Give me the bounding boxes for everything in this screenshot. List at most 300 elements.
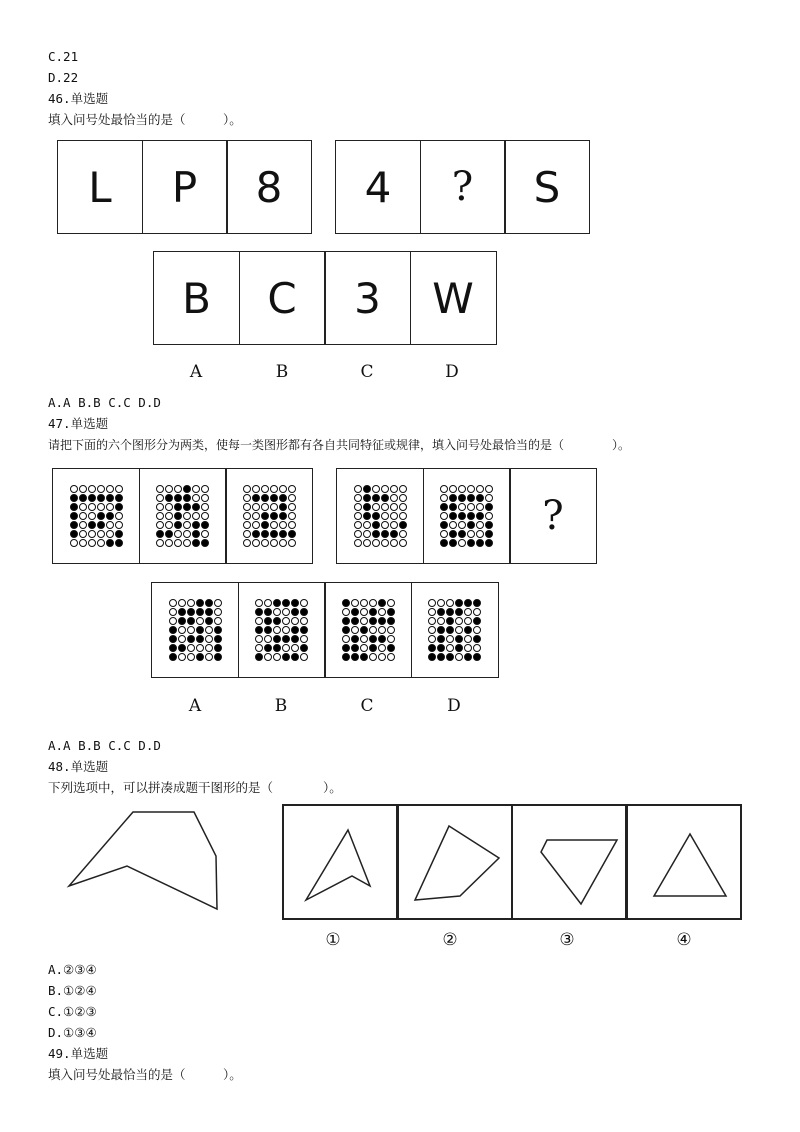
filled-dot bbox=[97, 512, 105, 520]
filled-dot bbox=[196, 608, 204, 616]
empty-dot bbox=[97, 539, 105, 547]
dot-grid bbox=[428, 599, 482, 662]
empty-dot bbox=[115, 512, 123, 520]
empty-dot bbox=[473, 644, 481, 652]
q48-stem-shape bbox=[60, 808, 230, 918]
empty-dot bbox=[88, 530, 96, 538]
filled-dot bbox=[291, 608, 299, 616]
empty-dot bbox=[201, 494, 209, 502]
empty-dot bbox=[264, 635, 272, 643]
filled-dot bbox=[178, 644, 186, 652]
empty-dot bbox=[165, 512, 173, 520]
empty-dot bbox=[165, 503, 173, 511]
empty-dot bbox=[174, 485, 182, 493]
empty-dot bbox=[273, 626, 281, 634]
q48-prompt: 下列选项中，可以拼凑成题干图形的是（ ）。 bbox=[48, 780, 342, 795]
empty-dot bbox=[169, 599, 177, 607]
empty-dot bbox=[282, 617, 290, 625]
q46-stem-cell-2: P bbox=[142, 140, 228, 234]
filled-dot bbox=[282, 599, 290, 607]
empty-dot bbox=[360, 635, 368, 643]
filled-dot bbox=[485, 539, 493, 547]
q47-answer-options: A.A B.B C.C D.D bbox=[48, 738, 161, 753]
q47-stem-cell-3 bbox=[225, 468, 313, 564]
dot-grid bbox=[255, 599, 309, 662]
empty-dot bbox=[437, 599, 445, 607]
filled-dot bbox=[196, 599, 204, 607]
empty-dot bbox=[178, 626, 186, 634]
empty-dot bbox=[381, 503, 389, 511]
filled-dot bbox=[351, 617, 359, 625]
filled-dot bbox=[473, 617, 481, 625]
empty-dot bbox=[205, 644, 213, 652]
filled-dot bbox=[342, 653, 350, 661]
filled-dot bbox=[473, 653, 481, 661]
q46-label-a: A bbox=[189, 362, 203, 382]
filled-dot bbox=[214, 635, 222, 643]
filled-dot bbox=[351, 635, 359, 643]
empty-dot bbox=[156, 521, 164, 529]
empty-dot bbox=[106, 530, 114, 538]
filled-dot bbox=[115, 530, 123, 538]
q47-stem-cell-1 bbox=[52, 468, 140, 564]
filled-dot bbox=[174, 503, 182, 511]
empty-dot bbox=[381, 539, 389, 547]
q47-option-c[interactable] bbox=[324, 582, 412, 678]
filled-dot bbox=[196, 626, 204, 634]
empty-dot bbox=[440, 494, 448, 502]
empty-dot bbox=[372, 503, 380, 511]
q48-option-1[interactable] bbox=[282, 804, 398, 920]
filled-dot bbox=[261, 521, 269, 529]
empty-dot bbox=[97, 530, 105, 538]
filled-dot bbox=[342, 644, 350, 652]
empty-dot bbox=[79, 521, 87, 529]
empty-dot bbox=[387, 599, 395, 607]
empty-dot bbox=[476, 530, 484, 538]
q48-options bbox=[282, 804, 742, 920]
filled-dot bbox=[282, 653, 290, 661]
empty-dot bbox=[183, 512, 191, 520]
empty-dot bbox=[187, 653, 195, 661]
empty-dot bbox=[70, 539, 78, 547]
empty-dot bbox=[428, 635, 436, 643]
filled-dot bbox=[446, 608, 454, 616]
filled-dot bbox=[273, 617, 281, 625]
q48-label-2: ② bbox=[442, 930, 458, 950]
filled-dot bbox=[455, 599, 463, 607]
empty-dot bbox=[205, 653, 213, 661]
empty-dot bbox=[476, 521, 484, 529]
empty-dot bbox=[455, 617, 463, 625]
filled-dot bbox=[381, 530, 389, 538]
empty-dot bbox=[363, 521, 371, 529]
empty-dot bbox=[70, 485, 78, 493]
empty-dot bbox=[342, 635, 350, 643]
empty-dot bbox=[192, 494, 200, 502]
filled-dot bbox=[449, 494, 457, 502]
q47-option-a[interactable] bbox=[151, 582, 239, 678]
q47-stem-cell-4 bbox=[336, 468, 424, 564]
empty-dot bbox=[387, 626, 395, 634]
q49-header: 49.单选题 bbox=[48, 1046, 109, 1061]
q46-option-d[interactable]: W bbox=[410, 251, 497, 345]
empty-dot bbox=[288, 485, 296, 493]
empty-dot bbox=[282, 644, 290, 652]
empty-dot bbox=[214, 599, 222, 607]
empty-dot bbox=[360, 608, 368, 616]
filled-dot bbox=[464, 626, 472, 634]
q46-stem-left bbox=[57, 140, 312, 234]
empty-dot bbox=[467, 530, 475, 538]
q46-stem-cell-3: 8 bbox=[226, 140, 312, 234]
empty-dot bbox=[261, 503, 269, 511]
filled-dot bbox=[300, 644, 308, 652]
empty-dot bbox=[342, 608, 350, 616]
empty-dot bbox=[372, 539, 380, 547]
filled-dot bbox=[449, 512, 457, 520]
option-d-prev: D.22 bbox=[48, 70, 79, 85]
empty-dot bbox=[458, 539, 466, 547]
filled-dot bbox=[88, 521, 96, 529]
empty-dot bbox=[243, 494, 251, 502]
q48-option-c-text: C.①②③ bbox=[48, 1004, 97, 1019]
q47-option-b[interactable] bbox=[238, 582, 326, 678]
empty-dot bbox=[390, 512, 398, 520]
filled-dot bbox=[291, 599, 299, 607]
empty-dot bbox=[387, 653, 395, 661]
empty-dot bbox=[300, 617, 308, 625]
filled-dot bbox=[79, 494, 87, 502]
filled-dot bbox=[264, 626, 272, 634]
filled-dot bbox=[369, 608, 377, 616]
empty-dot bbox=[79, 530, 87, 538]
filled-dot bbox=[174, 512, 182, 520]
empty-dot bbox=[428, 608, 436, 616]
filled-dot bbox=[473, 599, 481, 607]
empty-dot bbox=[399, 503, 407, 511]
q46-option-a[interactable]: B bbox=[153, 251, 240, 345]
empty-dot bbox=[354, 485, 362, 493]
empty-dot bbox=[279, 485, 287, 493]
empty-dot bbox=[378, 653, 386, 661]
empty-dot bbox=[88, 485, 96, 493]
filled-dot bbox=[279, 494, 287, 502]
empty-dot bbox=[201, 485, 209, 493]
q48-option-4[interactable] bbox=[626, 804, 742, 920]
filled-dot bbox=[387, 644, 395, 652]
empty-dot bbox=[243, 512, 251, 520]
filled-dot bbox=[261, 494, 269, 502]
empty-dot bbox=[360, 599, 368, 607]
empty-dot bbox=[437, 617, 445, 625]
empty-dot bbox=[399, 485, 407, 493]
empty-dot bbox=[174, 530, 182, 538]
filled-dot bbox=[70, 530, 78, 538]
empty-dot bbox=[252, 539, 260, 547]
filled-dot bbox=[187, 608, 195, 616]
empty-dot bbox=[381, 485, 389, 493]
q48-label-3: ③ bbox=[559, 930, 575, 950]
filled-dot bbox=[440, 539, 448, 547]
empty-dot bbox=[440, 485, 448, 493]
empty-dot bbox=[354, 494, 362, 502]
filled-dot bbox=[70, 503, 78, 511]
empty-dot bbox=[369, 626, 377, 634]
empty-dot bbox=[201, 530, 209, 538]
empty-dot bbox=[106, 521, 114, 529]
q46-answer-options: A.A B.B C.C D.D bbox=[48, 395, 161, 410]
filled-dot bbox=[485, 503, 493, 511]
empty-dot bbox=[360, 617, 368, 625]
q47-stem-right bbox=[336, 468, 597, 564]
empty-dot bbox=[455, 653, 463, 661]
filled-dot bbox=[264, 608, 272, 616]
empty-dot bbox=[381, 521, 389, 529]
empty-dot bbox=[270, 539, 278, 547]
empty-dot bbox=[187, 599, 195, 607]
q46-stem-cell-4: 4 bbox=[335, 140, 421, 234]
filled-dot bbox=[261, 512, 269, 520]
empty-dot bbox=[458, 521, 466, 529]
empty-dot bbox=[243, 521, 251, 529]
filled-dot bbox=[464, 599, 472, 607]
filled-dot bbox=[187, 635, 195, 643]
q46-label-d: D bbox=[445, 362, 459, 382]
filled-dot bbox=[369, 644, 377, 652]
empty-dot bbox=[255, 617, 263, 625]
q46-option-c[interactable]: 3 bbox=[324, 251, 411, 345]
empty-dot bbox=[156, 503, 164, 511]
empty-dot bbox=[476, 503, 484, 511]
empty-dot bbox=[288, 494, 296, 502]
filled-dot bbox=[363, 503, 371, 511]
filled-dot bbox=[455, 635, 463, 643]
empty-dot bbox=[169, 617, 177, 625]
filled-dot bbox=[464, 653, 472, 661]
q47-stem-left bbox=[52, 468, 313, 564]
empty-dot bbox=[354, 512, 362, 520]
empty-dot bbox=[156, 539, 164, 547]
filled-dot bbox=[196, 635, 204, 643]
q48-option-3[interactable] bbox=[511, 804, 627, 920]
empty-dot bbox=[291, 644, 299, 652]
dot-grid bbox=[242, 485, 296, 548]
empty-dot bbox=[399, 512, 407, 520]
q47-label-c: C bbox=[360, 696, 374, 716]
empty-dot bbox=[183, 539, 191, 547]
filled-dot bbox=[70, 521, 78, 529]
filled-dot bbox=[467, 512, 475, 520]
empty-dot bbox=[97, 485, 105, 493]
empty-dot bbox=[79, 485, 87, 493]
empty-dot bbox=[264, 599, 272, 607]
filled-dot bbox=[458, 512, 466, 520]
q46-option-b[interactable]: C bbox=[239, 251, 326, 345]
filled-dot bbox=[351, 653, 359, 661]
q47-option-d[interactable] bbox=[411, 582, 499, 678]
filled-dot bbox=[476, 494, 484, 502]
empty-dot bbox=[97, 503, 105, 511]
empty-dot bbox=[79, 512, 87, 520]
empty-dot bbox=[363, 530, 371, 538]
empty-dot bbox=[300, 635, 308, 643]
filled-dot bbox=[446, 653, 454, 661]
filled-dot bbox=[300, 626, 308, 634]
filled-dot bbox=[363, 512, 371, 520]
filled-dot bbox=[437, 653, 445, 661]
empty-dot bbox=[291, 617, 299, 625]
empty-dot bbox=[485, 494, 493, 502]
filled-dot bbox=[446, 626, 454, 634]
filled-dot bbox=[342, 599, 350, 607]
empty-dot bbox=[156, 512, 164, 520]
filled-dot bbox=[372, 512, 380, 520]
filled-dot bbox=[255, 653, 263, 661]
filled-dot bbox=[449, 503, 457, 511]
q46-header: 46.单选题 bbox=[48, 91, 109, 106]
filled-dot bbox=[485, 521, 493, 529]
shape-4-icon bbox=[634, 812, 734, 912]
empty-dot bbox=[261, 485, 269, 493]
filled-dot bbox=[252, 530, 260, 538]
q46-options bbox=[153, 251, 497, 345]
empty-dot bbox=[156, 485, 164, 493]
q46-question-mark: ? bbox=[420, 140, 506, 234]
filled-dot bbox=[458, 494, 466, 502]
filled-dot bbox=[399, 521, 407, 529]
empty-dot bbox=[165, 521, 173, 529]
filled-dot bbox=[440, 521, 448, 529]
empty-dot bbox=[255, 635, 263, 643]
empty-dot bbox=[360, 644, 368, 652]
filled-dot bbox=[387, 617, 395, 625]
empty-dot bbox=[252, 512, 260, 520]
q47-stem-cell-2 bbox=[139, 468, 227, 564]
empty-dot bbox=[390, 503, 398, 511]
empty-dot bbox=[440, 512, 448, 520]
empty-dot bbox=[378, 644, 386, 652]
empty-dot bbox=[446, 599, 454, 607]
empty-dot bbox=[387, 635, 395, 643]
empty-dot bbox=[214, 608, 222, 616]
empty-dot bbox=[449, 485, 457, 493]
filled-dot bbox=[192, 530, 200, 538]
filled-dot bbox=[455, 608, 463, 616]
filled-dot bbox=[261, 530, 269, 538]
empty-dot bbox=[351, 599, 359, 607]
filled-dot bbox=[372, 494, 380, 502]
empty-dot bbox=[88, 512, 96, 520]
dot-grid bbox=[440, 485, 494, 548]
q48-label-4: ④ bbox=[676, 930, 692, 950]
empty-dot bbox=[485, 485, 493, 493]
empty-dot bbox=[183, 521, 191, 529]
empty-dot bbox=[243, 485, 251, 493]
filled-dot bbox=[440, 503, 448, 511]
q48-option-2[interactable] bbox=[397, 804, 513, 920]
dot-grid bbox=[341, 599, 395, 662]
filled-dot bbox=[300, 608, 308, 616]
q46-prompt: 填入问号处最恰当的是（ ）。 bbox=[48, 112, 242, 127]
empty-dot bbox=[399, 539, 407, 547]
filled-dot bbox=[106, 539, 114, 547]
dot-grid bbox=[353, 485, 407, 548]
empty-dot bbox=[473, 608, 481, 616]
empty-dot bbox=[458, 485, 466, 493]
empty-dot bbox=[88, 503, 96, 511]
empty-dot bbox=[273, 653, 281, 661]
empty-dot bbox=[300, 599, 308, 607]
shape-2-icon bbox=[405, 812, 505, 912]
filled-dot bbox=[288, 530, 296, 538]
filled-dot bbox=[165, 530, 173, 538]
stem-polygon bbox=[69, 812, 217, 909]
empty-dot bbox=[464, 635, 472, 643]
empty-dot bbox=[476, 485, 484, 493]
filled-dot bbox=[270, 530, 278, 538]
filled-dot bbox=[476, 512, 484, 520]
empty-dot bbox=[363, 539, 371, 547]
filled-dot bbox=[97, 521, 105, 529]
q46-label-c: C bbox=[360, 362, 374, 382]
filled-dot bbox=[169, 653, 177, 661]
filled-dot bbox=[255, 626, 263, 634]
empty-dot bbox=[243, 503, 251, 511]
filled-dot bbox=[70, 512, 78, 520]
empty-dot bbox=[354, 521, 362, 529]
empty-dot bbox=[264, 653, 272, 661]
empty-dot bbox=[205, 626, 213, 634]
q47-stem-cell-5 bbox=[423, 468, 511, 564]
empty-dot bbox=[115, 521, 123, 529]
filled-dot bbox=[273, 644, 281, 652]
empty-dot bbox=[106, 503, 114, 511]
empty-dot bbox=[106, 485, 114, 493]
empty-dot bbox=[115, 485, 123, 493]
filled-dot bbox=[291, 653, 299, 661]
filled-dot bbox=[183, 485, 191, 493]
empty-dot bbox=[467, 485, 475, 493]
filled-dot bbox=[378, 599, 386, 607]
empty-dot bbox=[187, 644, 195, 652]
empty-dot bbox=[464, 608, 472, 616]
empty-dot bbox=[428, 617, 436, 625]
filled-dot bbox=[169, 635, 177, 643]
empty-dot bbox=[196, 644, 204, 652]
filled-dot bbox=[455, 644, 463, 652]
empty-dot bbox=[192, 512, 200, 520]
q47-label-b: B bbox=[274, 696, 288, 716]
filled-dot bbox=[252, 494, 260, 502]
filled-dot bbox=[165, 494, 173, 502]
empty-dot bbox=[467, 503, 475, 511]
empty-dot bbox=[282, 608, 290, 616]
filled-dot bbox=[115, 494, 123, 502]
filled-dot bbox=[264, 644, 272, 652]
empty-dot bbox=[201, 512, 209, 520]
dot-grid bbox=[156, 485, 210, 548]
empty-dot bbox=[156, 494, 164, 502]
q48-option-d-text: D.①③④ bbox=[48, 1025, 97, 1040]
empty-dot bbox=[196, 617, 204, 625]
filled-dot bbox=[437, 626, 445, 634]
q48-option-a-text: A.②③④ bbox=[48, 962, 97, 977]
filled-dot bbox=[178, 608, 186, 616]
empty-dot bbox=[354, 539, 362, 547]
q46-stem-cell-6: S bbox=[504, 140, 590, 234]
q46-stem-right bbox=[335, 140, 590, 234]
